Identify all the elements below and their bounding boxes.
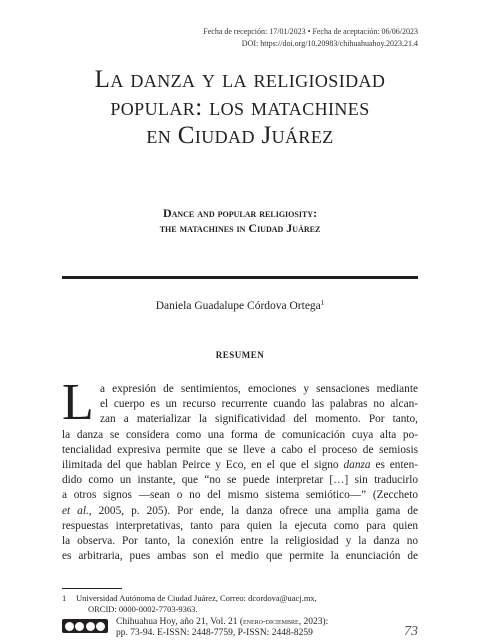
footnote: [62, 593, 317, 615]
abstract-line: tencialidad expresiva permite que se lleve a cabo el proceso de semiosis: [62, 443, 418, 456]
footnote-divider: [62, 588, 122, 589]
abstract-line: es arbitraria, pues ambas son el medio que permite la enunciación de: [62, 550, 418, 563]
title-divider: [62, 276, 418, 279]
abstract-line: respuestas interpretativas, tanto para quien la ejecuta como para quien: [62, 519, 418, 532]
abstract-line: el cuerpo es un recurso recurrente cuando las palabras no alcan-: [100, 398, 418, 411]
italic-term: danza: [343, 458, 371, 471]
drop-cap: L: [62, 374, 94, 431]
doi-line: DOI: https://doi.org/10.20983/chihuahuahoy.2023.21.4: [241, 39, 418, 48]
journal-year: , 2023):: [298, 617, 329, 627]
abstract-line: a expresión de sentimientos, emociones y sensaciones mediante: [100, 383, 418, 395]
footnote-affiliation: Universidad Autónoma de Ciudad Juárez, Correo: dcordova@uacj.mx,: [76, 593, 317, 603]
line-segment: es enten-: [375, 458, 419, 471]
page-number: 73: [404, 624, 418, 639]
title-line-2: popular: los matachines: [110, 94, 370, 121]
reception-dates: Fecha de recepción: 17/01/2023 • Fecha de aceptación: 06/06/2023: [203, 27, 418, 36]
journal-pages-issn: pp. 73-94. E-ISSN: 2448-7759, P-ISSN: 2448-8259: [116, 628, 313, 638]
italic-term: et al.: [62, 504, 89, 517]
abstract-line: la observa. Por tanto, la conexión entre la religiosidad y la danza no: [62, 534, 418, 547]
article-title: [0, 66, 480, 150]
creative-commons-by-nc-sa-icon: [62, 619, 108, 633]
footnote-orcid: ORCID: 0000-0002-7703-9363.: [88, 604, 198, 614]
title-line-1: La danza y la religiosidad: [94, 66, 386, 93]
author-name: Daniela Guadalupe Córdova Ortega: [155, 300, 321, 312]
abstract-line: la danza se considera como una forma de comunicación cuya alta po-: [62, 428, 418, 441]
line-segment: , 2005, p. 205). Por ende, la danza ofrece una amplia gama de: [88, 504, 418, 517]
abstract-line: zan a materializar la significatividad del momento. Por tanto,: [100, 413, 418, 426]
abstract-line: a otros signos —sean o no del mismo sistema semiótico—” (Zeccheto: [62, 489, 418, 502]
abstract-line: [62, 504, 418, 519]
abstract-line: [62, 458, 418, 473]
line-segment: ilimitada del que hablan Peirce y Eco, en el que el signo: [62, 458, 339, 471]
title-line-3: en Ciudad Juárez: [146, 122, 334, 149]
journal-period: enero-diciembre: [243, 617, 299, 626]
journal-citation: [116, 616, 328, 639]
journal-name: Chihuahua Hoy, año 21, Vol. 21 (: [116, 617, 244, 627]
abstract-line: dido como un instante, que “no se puede interpretar […] sin traducirlo: [62, 474, 418, 487]
author-line: [0, 299, 480, 313]
abstract-body: [62, 382, 418, 564]
english-title-line-2: the matachines in Ciudad Juárez: [159, 221, 321, 235]
english-title: [0, 206, 480, 236]
author-footnote-mark: 1: [320, 299, 325, 307]
english-title-line-1: Dance and popular religiosity:: [162, 206, 318, 220]
footnote-number: 1: [62, 593, 67, 603]
abstract-heading: RESUMEN: [215, 350, 265, 360]
